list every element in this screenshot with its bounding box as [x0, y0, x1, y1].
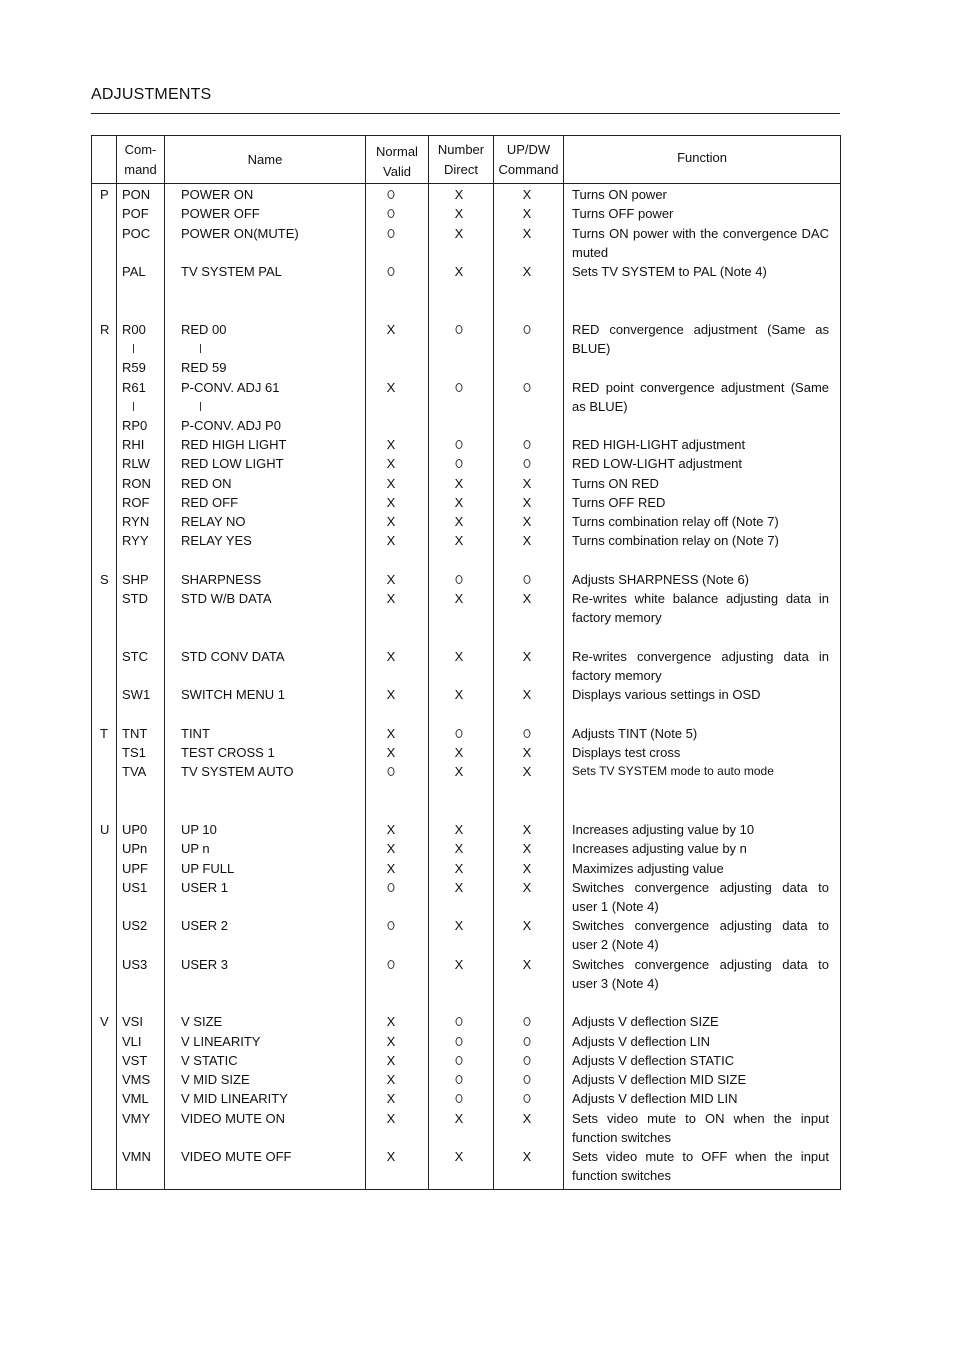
updw-command-mark: X	[522, 861, 532, 876]
normal-valid-mark: X	[386, 1034, 396, 1049]
command-name: VIDEO MUTE OFF	[181, 1149, 292, 1164]
updw-command-mark: X	[522, 687, 532, 702]
updw-command-mark: X	[522, 764, 532, 779]
command-code: PAL	[122, 264, 146, 279]
circle-mark-icon	[388, 767, 395, 776]
normal-valid-mark	[388, 878, 395, 897]
function-text: Sets video mute to ON when the input function switches	[572, 1111, 829, 1146]
command-name: V STATIC	[181, 1053, 238, 1068]
command-code: RP0	[122, 418, 148, 433]
normal-valid-mark: X	[386, 841, 396, 856]
column-divider	[164, 136, 165, 1189]
number-direct-mark: X	[454, 1149, 464, 1164]
command-name: RED HIGH LIGHT	[181, 437, 287, 452]
updw-command-mark	[524, 435, 531, 454]
command-code: TNT	[122, 726, 148, 741]
command-code: US3	[122, 957, 148, 972]
function-text: Turns combination relay on (Note 7)	[572, 533, 779, 548]
number-direct-mark: X	[454, 649, 464, 664]
function-text: Turns OFF RED	[572, 495, 666, 510]
command-code: ROF	[122, 495, 150, 510]
header-line: Direct	[444, 161, 478, 177]
command-name: V MID LINEARITY	[181, 1091, 288, 1106]
circle-mark-icon	[388, 960, 395, 969]
number-direct-mark: X	[454, 495, 464, 510]
command-name: RED OFF	[181, 495, 239, 510]
circle-mark-icon	[388, 190, 395, 199]
command-name: UP 10	[181, 822, 217, 837]
function-text: Adjusts TINT (Note 5)	[572, 726, 698, 741]
range-tick	[133, 344, 134, 353]
updw-command-mark	[524, 570, 531, 589]
number-direct-mark	[456, 1051, 463, 1070]
command-name: UP FULL	[181, 861, 235, 876]
circle-mark-icon	[524, 729, 531, 738]
command-name: RED 00	[181, 322, 227, 337]
command-name: RED LOW LIGHT	[181, 456, 284, 471]
group-letter: R	[100, 322, 110, 337]
command-code: STD	[122, 591, 148, 606]
normal-valid-mark: X	[386, 572, 396, 587]
command-table	[91, 135, 841, 1190]
column-divider	[428, 136, 429, 1189]
normal-valid-mark	[388, 955, 395, 974]
column-header-command	[117, 136, 164, 183]
command-code: R59	[122, 360, 146, 375]
number-direct-mark	[456, 435, 463, 454]
command-code: R61	[122, 380, 146, 395]
normal-valid-mark	[388, 916, 395, 935]
command-name: SHARPNESS	[181, 572, 262, 587]
number-direct-mark: X	[454, 957, 464, 972]
updw-command-mark: X	[522, 1111, 532, 1126]
number-direct-mark: X	[454, 687, 464, 702]
number-direct-mark	[456, 320, 463, 339]
function-text: Adjusts V deflection MID SIZE	[572, 1072, 747, 1087]
command-code: VLI	[122, 1034, 142, 1049]
number-direct-mark: X	[454, 226, 464, 241]
header-line: UP/DW	[506, 141, 551, 157]
command-name: RELAY NO	[181, 514, 246, 529]
circle-mark-icon	[388, 209, 395, 218]
number-direct-mark: X	[454, 206, 464, 221]
circle-mark-icon	[456, 1037, 463, 1046]
command-code: VMS	[122, 1072, 151, 1087]
number-direct-mark: X	[454, 1111, 464, 1126]
number-direct-mark	[456, 1070, 463, 1089]
command-code: VML	[122, 1091, 149, 1106]
circle-mark-icon	[524, 440, 531, 449]
updw-command-mark	[524, 724, 531, 743]
command-code: RHI	[122, 437, 145, 452]
command-code: UPn	[122, 841, 148, 856]
normal-valid-mark: X	[386, 437, 396, 452]
group-letter: S	[100, 572, 109, 587]
command-code: US2	[122, 918, 148, 933]
page-header: ADJUSTMENTS	[91, 86, 212, 103]
function-text: RED LOW-LIGHT adjustment	[572, 456, 743, 471]
updw-command-mark: X	[522, 533, 532, 548]
updw-command-mark: X	[522, 476, 532, 491]
function-text: Switches convergence adjusting data to user 3 (Note 4)	[572, 957, 829, 992]
normal-valid-mark: X	[386, 476, 396, 491]
function-text: Re-writes white balance adjusting data in factory memory	[572, 591, 829, 626]
number-direct-mark: X	[454, 841, 464, 856]
number-direct-mark	[456, 1089, 463, 1108]
function-text: Adjusts V deflection MID LIN	[572, 1091, 738, 1106]
updw-command-mark	[524, 320, 531, 339]
function-text: Adjusts V deflection LIN	[572, 1034, 711, 1049]
group-letter: V	[100, 1014, 109, 1029]
number-direct-mark	[456, 454, 463, 473]
header-line: mand	[124, 161, 157, 177]
command-name: P-CONV. ADJ 61	[181, 380, 280, 395]
updw-command-mark	[524, 378, 531, 397]
circle-mark-icon	[456, 1075, 463, 1084]
column-header-name	[165, 136, 365, 183]
circle-mark-icon	[524, 383, 531, 392]
command-code: UP0	[122, 822, 148, 837]
function-text: Adjusts SHARPNESS (Note 6)	[572, 572, 750, 587]
number-direct-mark: X	[454, 861, 464, 876]
column-header-number-direct	[429, 136, 493, 183]
updw-command-mark: X	[522, 591, 532, 606]
command-code: RYN	[122, 514, 150, 529]
circle-mark-icon	[456, 575, 463, 584]
updw-command-mark: X	[522, 880, 532, 895]
command-code: SW1	[122, 687, 151, 702]
updw-command-mark: X	[522, 514, 532, 529]
command-name: POWER OFF	[181, 206, 260, 221]
command-name: POWER ON(MUTE)	[181, 226, 299, 241]
command-code: STC	[122, 649, 148, 664]
command-code: VSI	[122, 1014, 143, 1029]
circle-mark-icon	[456, 729, 463, 738]
normal-valid-mark: X	[386, 591, 396, 606]
number-direct-mark: X	[454, 533, 464, 548]
column-divider	[116, 136, 117, 1189]
number-direct-mark: X	[454, 764, 464, 779]
column-divider	[493, 136, 494, 1189]
circle-mark-icon	[524, 325, 531, 334]
function-text: RED point convergence adjustment (Same as BLUE)	[572, 380, 829, 415]
updw-command-mark	[524, 1070, 531, 1089]
circle-mark-icon	[456, 383, 463, 392]
command-code: POC	[122, 226, 151, 241]
command-name: V SIZE	[181, 1014, 223, 1029]
number-direct-mark	[456, 570, 463, 589]
function-text: Turns OFF power	[572, 206, 674, 221]
normal-valid-mark: X	[386, 514, 396, 529]
command-name: SWITCH MENU 1	[181, 687, 285, 702]
circle-mark-icon	[524, 1056, 531, 1065]
header-line: Number	[437, 141, 485, 157]
command-name: TINT	[181, 726, 210, 741]
number-direct-mark: X	[454, 187, 464, 202]
updw-command-mark	[524, 1032, 531, 1051]
group-letter: T	[100, 726, 108, 741]
normal-valid-mark: X	[386, 1014, 396, 1029]
normal-valid-mark	[388, 204, 395, 223]
function-text: RED HIGH-LIGHT adjustment	[572, 437, 746, 452]
function-text: Turns combination relay off (Note 7)	[572, 514, 779, 529]
command-name: USER 2	[181, 918, 228, 933]
updw-command-mark: X	[522, 918, 532, 933]
function-text: Sets TV SYSTEM mode to auto mode	[572, 764, 774, 778]
normal-valid-mark: X	[386, 456, 396, 471]
number-direct-mark	[456, 724, 463, 743]
command-code: VMN	[122, 1149, 151, 1164]
updw-command-mark: X	[522, 495, 532, 510]
command-name: TEST CROSS 1	[181, 745, 275, 760]
function-text: Turns ON RED	[572, 476, 659, 491]
function-text: Turns ON power with the convergence DAC muted	[572, 226, 829, 261]
range-tick	[133, 402, 134, 411]
updw-command-mark: X	[522, 264, 532, 279]
range-tick	[200, 402, 201, 411]
function-text: Switches convergence adjusting data to user 1 (Note 4)	[572, 880, 829, 915]
normal-valid-mark: X	[386, 380, 396, 395]
updw-command-mark	[524, 1051, 531, 1070]
command-name: RELAY YES	[181, 533, 252, 548]
number-direct-mark	[456, 378, 463, 397]
command-name: P-CONV. ADJ P0	[181, 418, 281, 433]
normal-valid-mark: X	[386, 1111, 396, 1126]
normal-valid-mark: X	[386, 1072, 396, 1087]
number-direct-mark	[456, 1032, 463, 1051]
command-code: VMY	[122, 1111, 151, 1126]
header-rule	[91, 113, 840, 114]
number-direct-mark: X	[454, 918, 464, 933]
command-code: VST	[122, 1053, 148, 1068]
circle-mark-icon	[388, 267, 395, 276]
function-text: Switches convergence adjusting data to user 2 (Note 4)	[572, 918, 829, 953]
command-code: TS1	[122, 745, 146, 760]
command-name: UP n	[181, 841, 210, 856]
updw-command-mark	[524, 1089, 531, 1108]
number-direct-mark: X	[454, 514, 464, 529]
column-header-function	[564, 136, 840, 183]
command-name: RED 59	[181, 360, 227, 375]
function-text: RED convergence adjustment (Same as BLUE)	[572, 322, 829, 357]
circle-mark-icon	[524, 1037, 531, 1046]
normal-valid-mark	[388, 224, 395, 243]
command-code: US1	[122, 880, 148, 895]
normal-valid-mark: X	[386, 1091, 396, 1106]
function-text: Sets video mute to OFF when the input function switches	[572, 1149, 829, 1184]
group-letter: U	[100, 822, 110, 837]
column-divider	[563, 136, 564, 1189]
header-line: Command	[498, 161, 559, 177]
function-text: Turns ON power	[572, 187, 667, 202]
normal-valid-mark	[388, 262, 395, 281]
command-code: POF	[122, 206, 149, 221]
normal-valid-mark: X	[386, 649, 396, 664]
circle-mark-icon	[456, 440, 463, 449]
command-name: TV SYSTEM PAL	[181, 264, 282, 279]
command-name: USER 3	[181, 957, 228, 972]
updw-command-mark: X	[522, 649, 532, 664]
command-code: R00	[122, 322, 146, 337]
group-letter: P	[100, 187, 109, 202]
command-name: V LINEARITY	[181, 1034, 261, 1049]
updw-command-mark: X	[522, 206, 532, 221]
command-name: V MID SIZE	[181, 1072, 250, 1087]
normal-valid-mark	[388, 185, 395, 204]
function-text: Increases adjusting value by 10	[572, 822, 755, 837]
circle-mark-icon	[524, 1017, 531, 1026]
column-header-normal-valid	[366, 136, 428, 183]
circle-mark-icon	[456, 1017, 463, 1026]
circle-mark-icon	[456, 459, 463, 468]
updw-command-mark: X	[522, 841, 532, 856]
range-tick	[200, 344, 201, 353]
updw-command-mark: X	[522, 187, 532, 202]
command-name: VIDEO MUTE ON	[181, 1111, 286, 1126]
command-name: STD W/B DATA	[181, 591, 272, 606]
command-name: USER 1	[181, 880, 228, 895]
updw-command-mark: X	[522, 822, 532, 837]
header-line: Valid	[383, 163, 411, 179]
header-divider	[92, 183, 840, 184]
function-text: Adjusts V deflection SIZE	[572, 1014, 719, 1029]
updw-command-mark: X	[522, 957, 532, 972]
column-header-updw-command	[494, 136, 563, 183]
updw-command-mark: X	[522, 1149, 532, 1164]
command-name: RED ON	[181, 476, 232, 491]
command-name: POWER ON	[181, 187, 254, 202]
function-text: Sets TV SYSTEM to PAL (Note 4)	[572, 264, 767, 279]
command-code: RLW	[122, 456, 150, 471]
command-code: PON	[122, 187, 151, 202]
number-direct-mark: X	[454, 264, 464, 279]
updw-command-mark	[524, 1012, 531, 1031]
circle-mark-icon	[456, 325, 463, 334]
normal-valid-mark: X	[386, 1053, 396, 1068]
command-code: UPF	[122, 861, 148, 876]
command-name: STD CONV DATA	[181, 649, 285, 664]
command-code: TVA	[122, 764, 147, 779]
number-direct-mark: X	[454, 476, 464, 491]
normal-valid-mark: X	[386, 322, 396, 337]
normal-valid-mark: X	[386, 861, 396, 876]
normal-valid-mark: X	[386, 687, 396, 702]
column-divider	[365, 136, 366, 1189]
normal-valid-mark: X	[386, 533, 396, 548]
normal-valid-mark: X	[386, 1149, 396, 1164]
circle-mark-icon	[456, 1094, 463, 1103]
normal-valid-mark: X	[386, 745, 396, 760]
command-name: TV SYSTEM AUTO	[181, 764, 294, 779]
number-direct-mark: X	[454, 591, 464, 606]
header-line: Name	[247, 151, 283, 167]
normal-valid-mark: X	[386, 495, 396, 510]
header-line: Normal	[376, 143, 418, 159]
number-direct-mark	[456, 1012, 463, 1031]
function-text: Maximizes adjusting value	[572, 861, 724, 876]
normal-valid-mark	[388, 762, 395, 781]
number-direct-mark: X	[454, 880, 464, 895]
command-code: RYY	[122, 533, 149, 548]
header-line: Com-	[124, 141, 157, 157]
command-code: SHP	[122, 572, 149, 587]
function-text: Increases adjusting value by n	[572, 841, 747, 856]
command-code: RON	[122, 476, 151, 491]
updw-command-mark: X	[522, 745, 532, 760]
function-text: Displays various settings in OSD	[572, 687, 761, 702]
number-direct-mark: X	[454, 745, 464, 760]
normal-valid-mark: X	[386, 822, 396, 837]
circle-mark-icon	[524, 575, 531, 584]
circle-mark-icon	[388, 921, 395, 930]
circle-mark-icon	[388, 883, 395, 892]
circle-mark-icon	[388, 229, 395, 238]
header-line: Function	[677, 149, 727, 165]
circle-mark-icon	[524, 1075, 531, 1084]
number-direct-mark: X	[454, 822, 464, 837]
function-text: Displays test cross	[572, 745, 681, 760]
circle-mark-icon	[456, 1056, 463, 1065]
updw-command-mark: X	[522, 226, 532, 241]
circle-mark-icon	[524, 459, 531, 468]
updw-command-mark	[524, 454, 531, 473]
function-text: Adjusts V deflection STATIC	[572, 1053, 735, 1068]
circle-mark-icon	[524, 1094, 531, 1103]
normal-valid-mark: X	[386, 726, 396, 741]
function-text: Re-writes convergence adjusting data in factory memory	[572, 649, 829, 684]
